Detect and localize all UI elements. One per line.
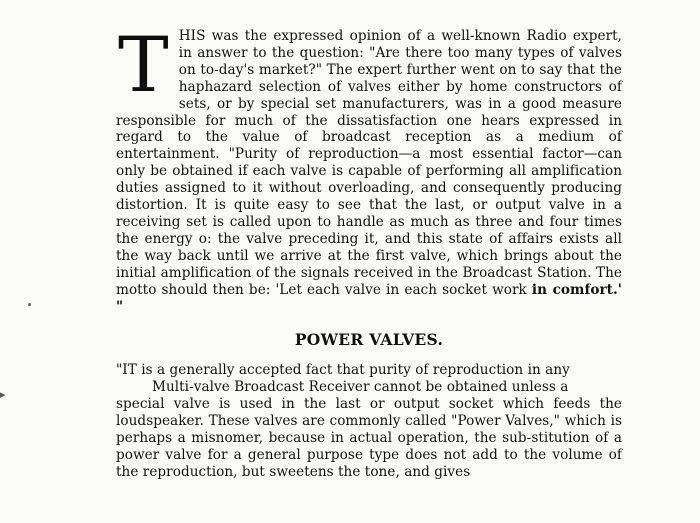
opening-paragraph-closing: in comfort.' " bbox=[116, 281, 622, 315]
power-valves-second-line: Multi-valve Broadcast Receiver cannot be obtained unless a bbox=[152, 379, 569, 396]
opening-paragraph-text: HIS was the expressed opinion of a well-known Radio expert, in answer to the question: "Are there too many types of valves on to-day's market?" The expert further went on to say that the haphazard selection of valves either by home constructors of sets, or by special set manufacturers, was in a good measure responsible for much of the dissatisfaction one hears expressed in regard to the value of broadcast reception as a medium of entertainment. "Purity of reproduction—a most essential factor—can only be obtained if each valve is capable of performing all amplification duties assigned to it without overloading, and consequently producing distortion. It is quite easy to see that the last, or output valve in a receiving set is called upon to handle as much as three and four times the energy o: the valve preceding it, and this state of affairs exists all the way back until we arrive at the first valve, which brings about the initial amplification of the signals received in the Broadcast Station. The motto should then be: 'Let each valve in each socket work bbox=[116, 28, 622, 298]
power-valves-paragraph bbox=[116, 362, 622, 480]
text-column bbox=[116, 20, 622, 481]
power-valves-first-line: "IT is a generally accepted fact that purity of reproduction in any bbox=[116, 362, 570, 379]
drop-cap-letter: T bbox=[118, 20, 169, 109]
power-valves-body: special valve is used in the last or output socket which feeds the loudspeaker. These valves are commonly called "Power Valves," which is perhaps a misnomer, because in actual operation, the sub-stitution of a power valve for a general purpose type does not add to the volume of the reproduction, but sweetens the tone, and gives bbox=[116, 396, 622, 480]
margin-speck bbox=[28, 303, 31, 306]
margin-arrow-mark: ▸ bbox=[0, 388, 6, 401]
section-heading: POWER VALVES. bbox=[294, 330, 444, 350]
opening-paragraph bbox=[116, 20, 622, 315]
